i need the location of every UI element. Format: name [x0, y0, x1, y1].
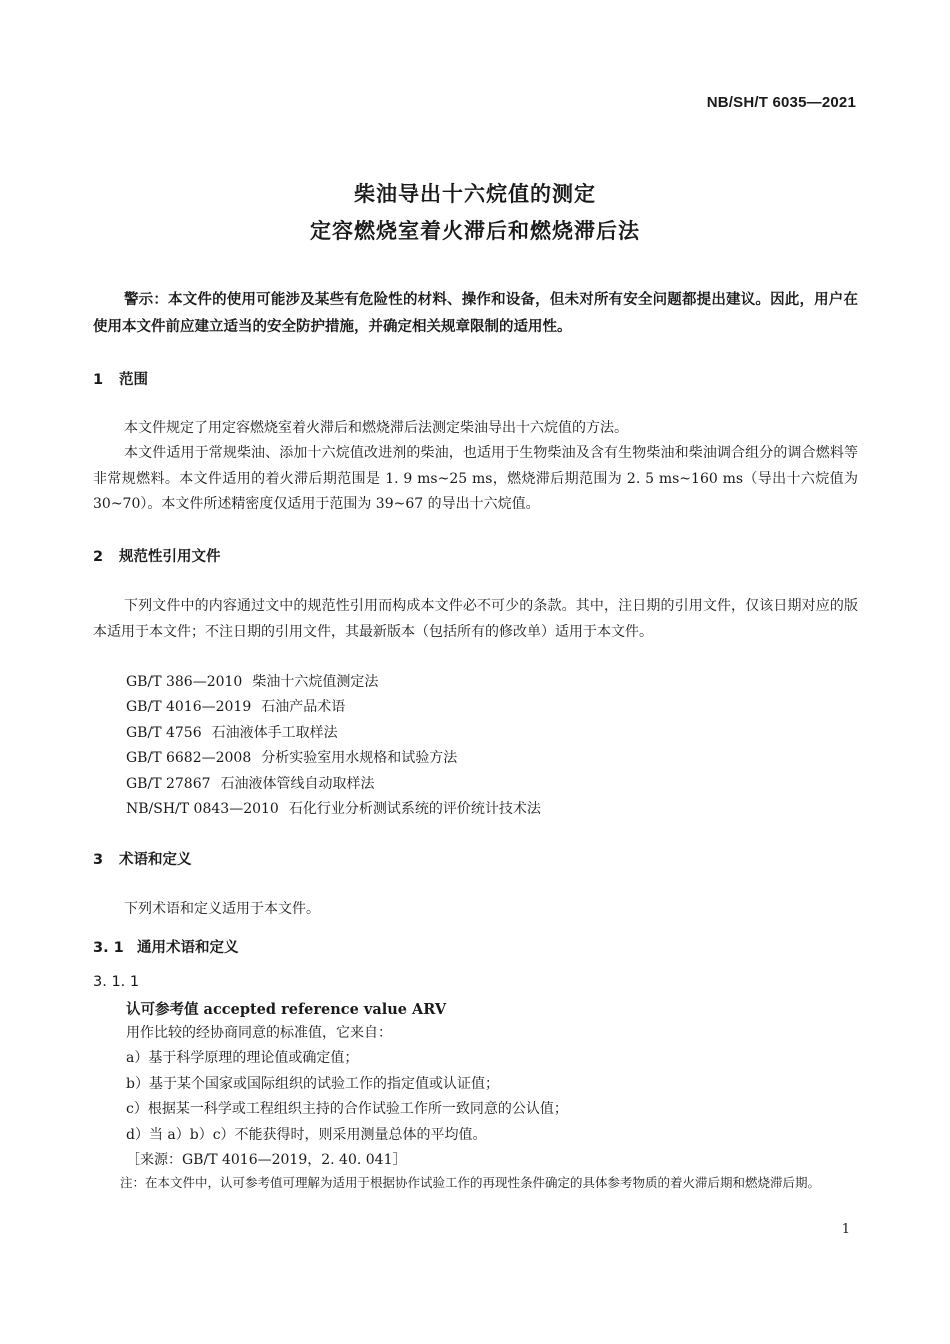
- reference-code: GB/T 4016—2019: [126, 699, 252, 715]
- reference-code: GB/T 27867: [126, 776, 211, 792]
- reference-item: [126, 773, 375, 793]
- title-line-1: 柴油导出十六烷值的测定: [354, 182, 596, 206]
- reference-name: 石油产品术语: [261, 699, 346, 715]
- reference-item: [126, 722, 338, 742]
- list-item: d）当 a）b）c）不能获得时，则采用测量总体的平均值。: [126, 1127, 487, 1143]
- section-1-paragraph-1: 本文件规定了用定容燃烧室着火滞后和燃烧滞后法测定柴油导出十六烷值的方法。: [124, 420, 628, 436]
- note-paragraph: 注：在本文件中，认可参考值可理解为适用于根据协作试验工作的再现性条件确定的具体参考物质的着火滞后期和燃烧滞后期。: [120, 1175, 821, 1190]
- section-3-paragraph-1: 下列术语和定义适用于本文件。: [124, 901, 320, 917]
- section-1-paragraph-2: 本文件适用于常规柴油、添加十六烷值改进剂的柴油，也适用于生物柴油及含有生物柴油和柴油调合组分的调合燃料等非常规燃料。本文件适用的着火滞后期范围是 1. 9 ms~25 ms，燃烧滞后期范围为 2. 5 ms~160 ms（导出十六烷值为30~70）。本文件所述精密度仅适用于范围为 39~67 的导出十六烷值。: [93, 445, 858, 512]
- list-item: b）基于某个国家或国际组织的试验工作的指定值或认证值；: [126, 1076, 499, 1092]
- section-1-heading: [93, 368, 148, 389]
- reference-code: GB/T 386—2010: [126, 674, 243, 690]
- term-title: 认可参考值 accepted reference value ARV: [126, 1001, 447, 1018]
- subsection-number: 3. 1: [93, 940, 124, 956]
- reference-name: 石化行业分析测试系统的评价统计技术法: [288, 801, 541, 817]
- reference-name: 石油液体手工取样法: [211, 725, 338, 741]
- reference-code: NB/SH/T 0843—2010: [126, 801, 279, 817]
- subsection-3-1-heading: [93, 936, 239, 957]
- page-number: 1: [841, 1222, 850, 1237]
- section-number: 1: [93, 372, 104, 388]
- reference-name: 柴油十六烷值测定法: [252, 674, 379, 690]
- section-title: 范围: [119, 372, 148, 388]
- section-title: 规范性引用文件: [119, 549, 221, 565]
- section-3-heading: [93, 848, 192, 869]
- reference-item: [126, 671, 378, 691]
- section-2-paragraph-1: 下列文件中的内容通过文中的规范性引用而构成本文件必不可少的条款。其中，注日期的引用文件，仅该日期对应的版本适用于本文件；不注日期的引用文件，其最新版本（包括所有的修改单）适用于本文件。: [93, 598, 858, 640]
- subsection-title: 通用术语和定义: [137, 940, 239, 956]
- reference-item: [126, 696, 345, 716]
- reference-name: 石油液体管线自动取样法: [220, 776, 375, 792]
- title-line-2: 定容燃烧室着火滞后和燃烧滞后法: [310, 219, 640, 243]
- reference-code: GB/T 4756: [126, 725, 202, 741]
- list-item: c）根据某一科学或工程组织主持的合作试验工作所一致同意的公认值；: [126, 1101, 568, 1117]
- list-item: a）基于科学原理的理论值或确定值；: [126, 1050, 359, 1066]
- warning-paragraph: 警示：本文件的使用可能涉及某些有危险性的材料、操作和设备，但未对所有安全问题都提出建议。因此，用户在使用本文件前应建立适当的安全防护措施，并确定相关规章限制的适用性。: [93, 292, 858, 335]
- section-number: 2: [93, 549, 104, 565]
- reference-code: GB/T 6682—2008: [126, 750, 252, 766]
- document-code: NB/SH/T 6035—2021: [706, 94, 856, 111]
- reference-item: [126, 747, 457, 767]
- term-definition: 用作比较的经协商同意的标准值，它来自：: [126, 1025, 392, 1041]
- item-number: 3. 1. 1: [93, 974, 140, 990]
- reference-name: 分析实验室用水规格和试验方法: [261, 750, 458, 766]
- section-title: 术语和定义: [119, 852, 192, 868]
- source-citation: ［来源：GB/T 4016—2019，2. 40. 041］: [126, 1152, 407, 1168]
- reference-item: [126, 798, 541, 818]
- section-number: 3: [93, 852, 104, 868]
- section-2-heading: [93, 545, 221, 566]
